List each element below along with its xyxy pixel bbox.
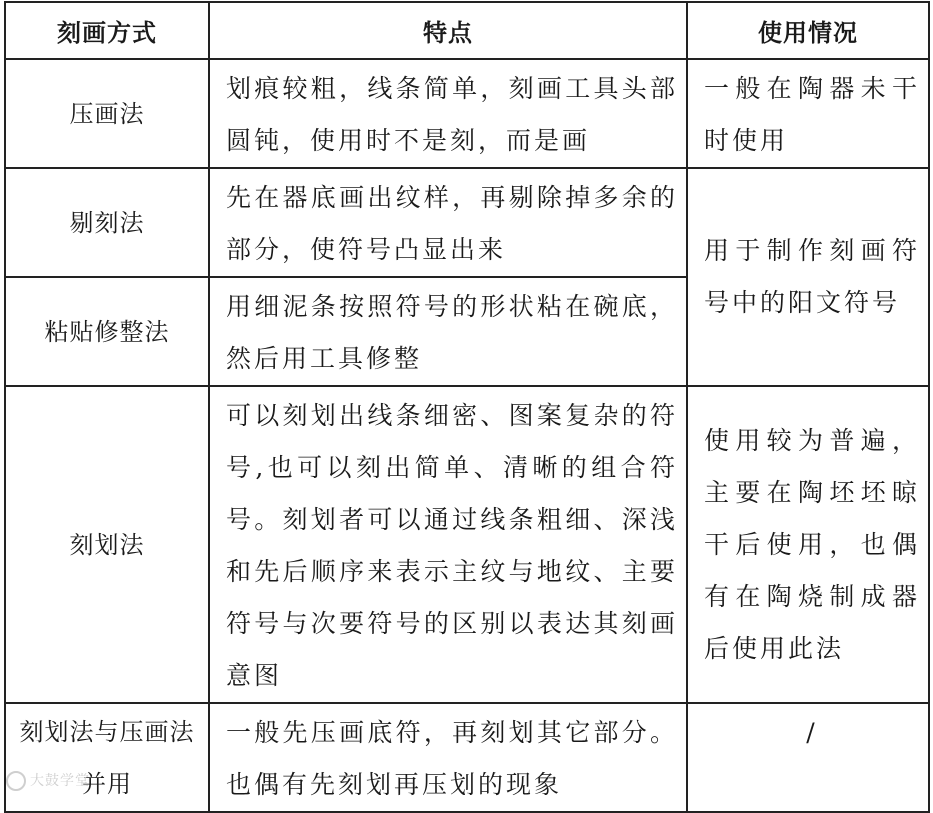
feature-cell: 划痕较粗，线条简单，刻画工具头部圆钝，使用时不是刻，而是画: [209, 59, 687, 168]
usage-cell: /: [687, 703, 929, 812]
watermark-text: 大鼓学堂: [30, 773, 90, 789]
usage-cell: 使用较为普遍，主要在陶坯坯晾干后使用，也偶有在陶烧制成器后使用此法: [687, 386, 929, 703]
table-row: [5, 703, 929, 812]
feature-cell: 用细泥条按照符号的形状粘在碗底，然后用工具修整: [209, 277, 687, 386]
table-row: [5, 386, 929, 703]
feature-cell: 一般先压画底符，再刻划其它部分。也偶有先刻划再压划的现象: [209, 703, 687, 812]
method-cell: 压画法: [5, 59, 209, 168]
method-cell: 粘贴修整法: [5, 277, 209, 386]
header-method: 刻画方式: [5, 2, 209, 59]
header-feature: 特点: [209, 2, 687, 59]
watermark: [6, 770, 90, 791]
feature-cell: 先在器底画出纹样，再剔除掉多余的部分，使符号凸显出来: [209, 168, 687, 277]
table-row: [5, 168, 929, 277]
weibo-icon: [6, 771, 26, 791]
header-row: [5, 2, 929, 59]
feature-cell: 可以刻划出线条细密、图案复杂的符号,也可以刻出简单、清晰的组合符号。刻划者可以通过线条粗细、深浅和先后顺序来表示主纹与地纹、主要符号与次要符号的区别以表达其刻画意图: [209, 386, 687, 703]
method-cell: 刻划法与压画法并用: [5, 703, 209, 812]
usage-cell: 一般在陶器未干时使用: [687, 59, 929, 168]
method-cell: 刻划法: [5, 386, 209, 703]
table-row: [5, 59, 929, 168]
header-usage: 使用情况: [687, 2, 929, 59]
method-cell: 剔刻法: [5, 168, 209, 277]
carving-methods-table: [4, 1, 930, 813]
usage-cell: 用于制作刻画符号中的阳文符号: [687, 168, 929, 386]
